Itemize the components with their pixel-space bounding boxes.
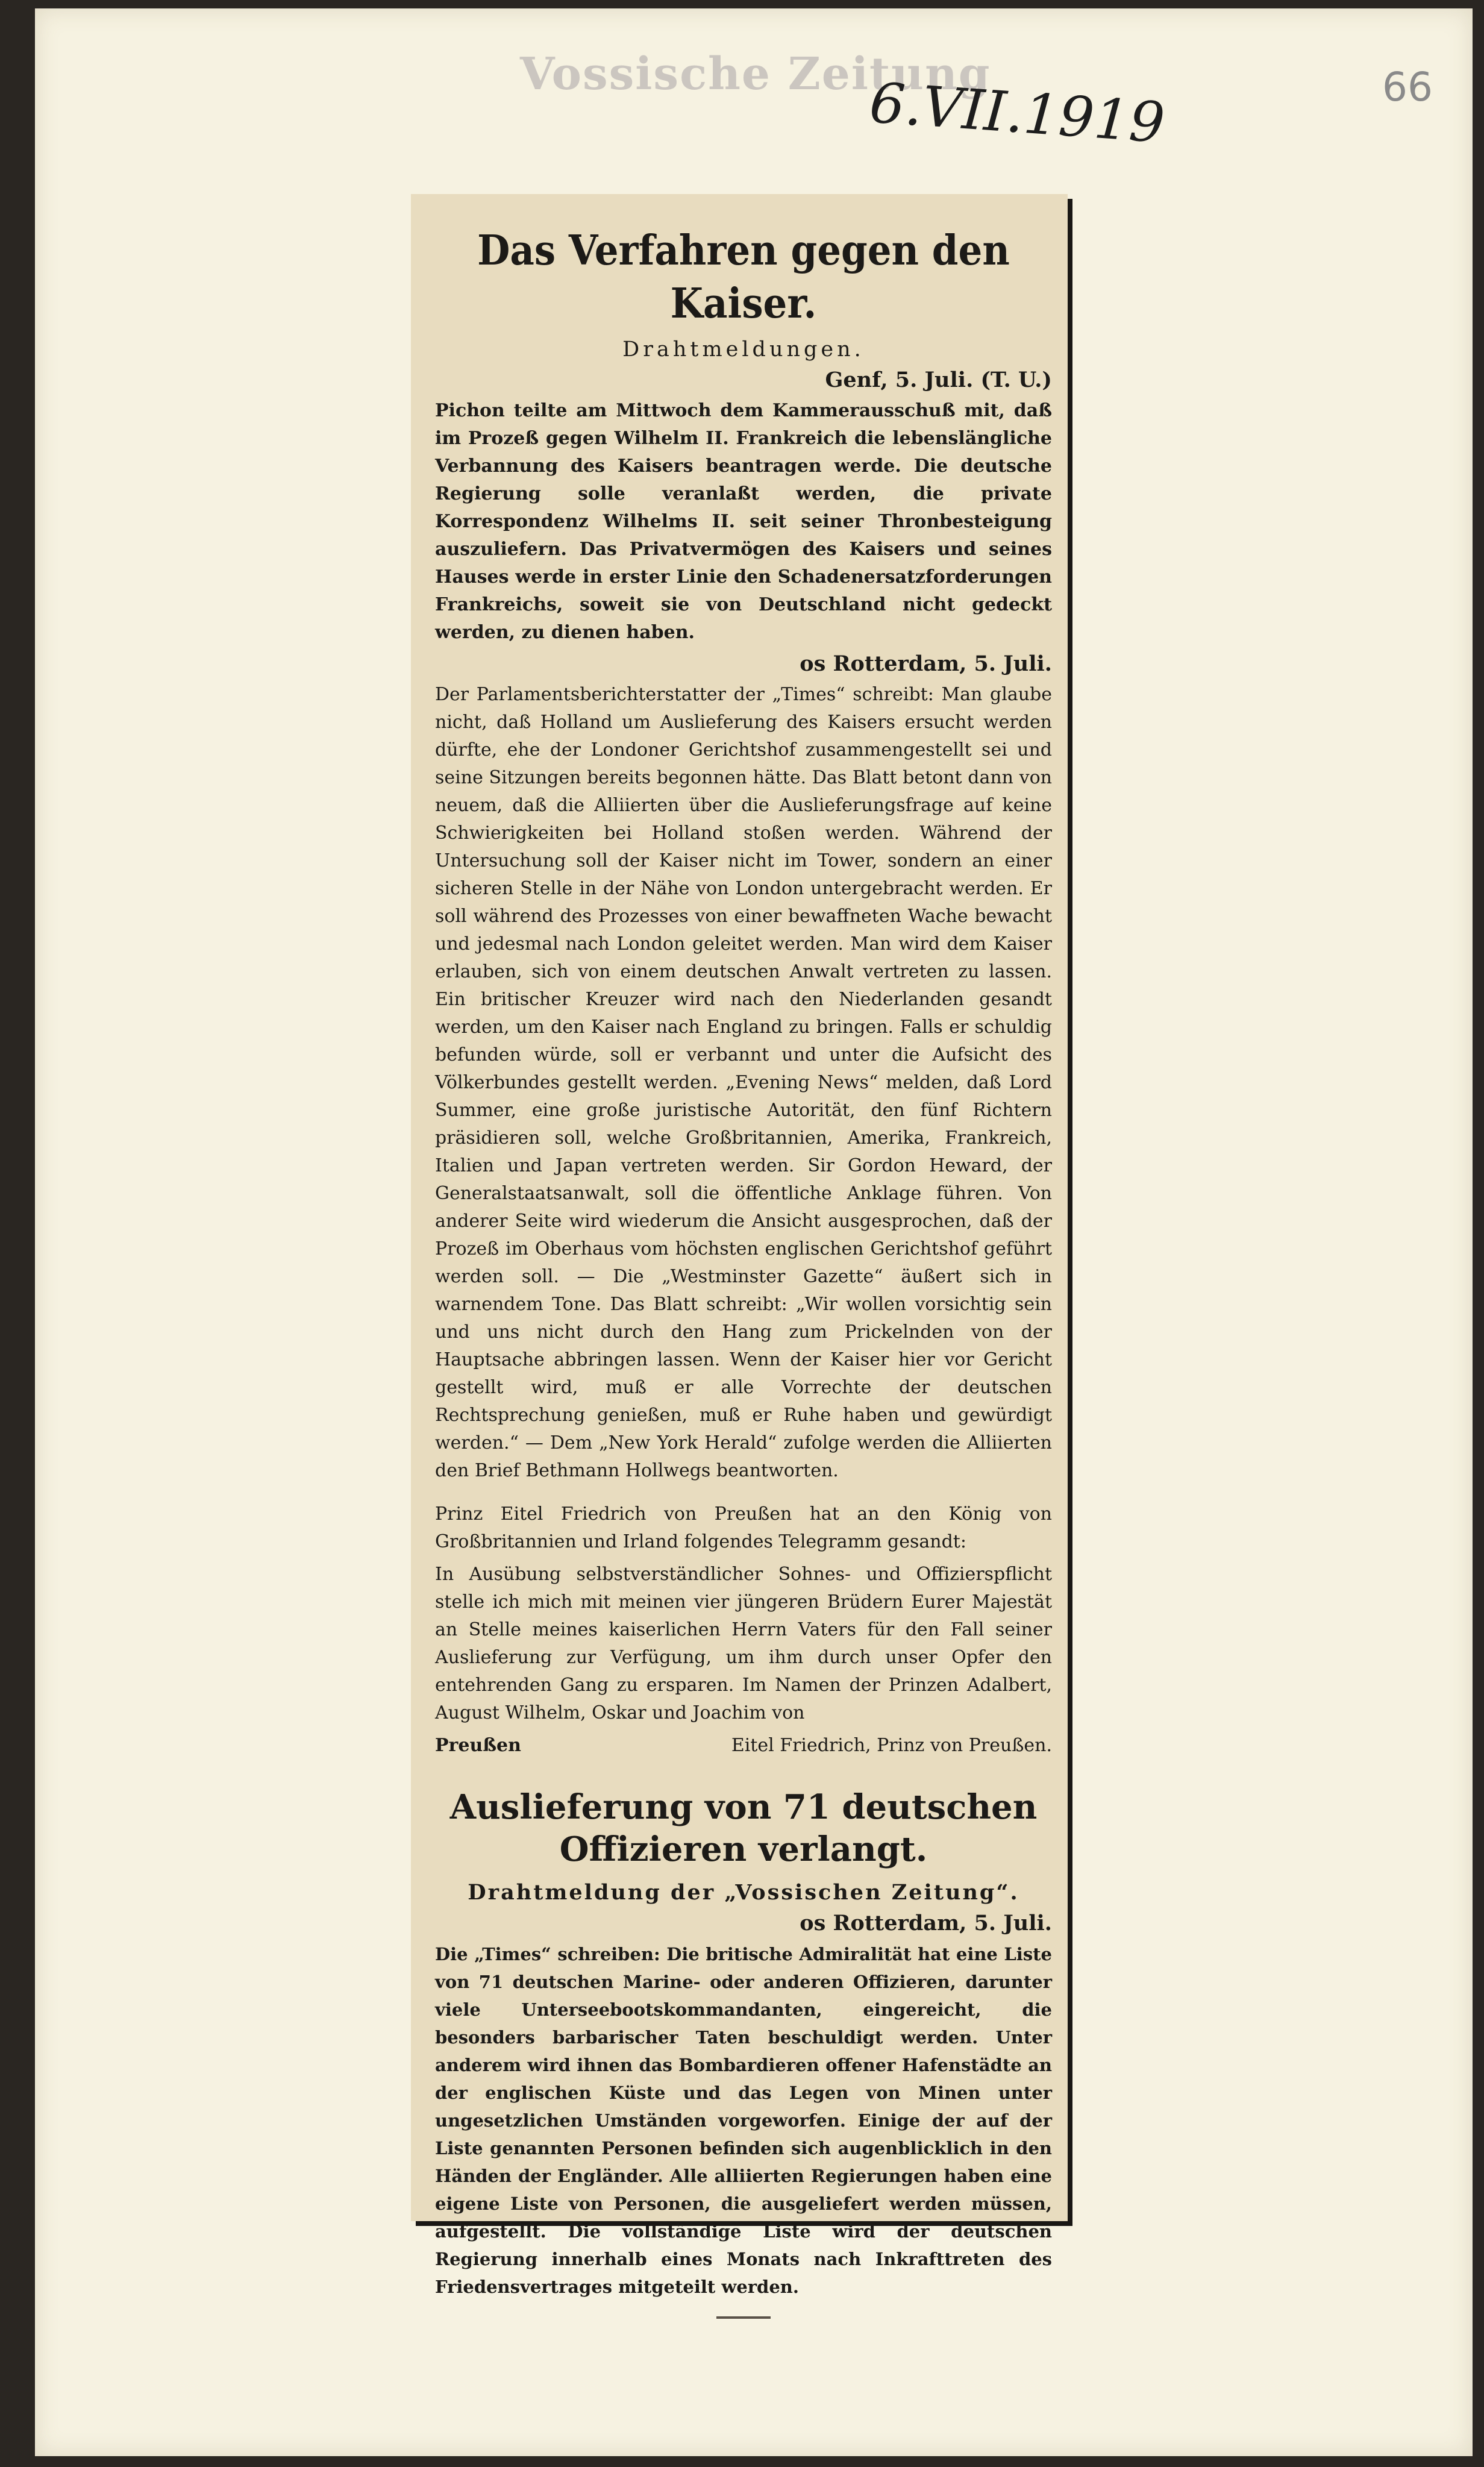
- article2-paragraph-1: Die „Times“ schreiben: Die britische Admiralität hat eine Liste von 71 deutschen Marine- oder anderen Offizieren, darunter viele Unterseebootskommandanten, eingereicht, die besonders barbarischer Taten beschuldigt werden. Unter anderem wird ihnen das Bombardieren offener Hafenstädte an der englischen Küste und das Legen von Minen unter ungesetzlichen Umständen vorgeworfen. Einige der auf der Liste genannten Personen befinden sich augenblicklich in den Händen der Engländer. Alle alliierten Regierungen haben eine eigene Liste von Personen, die ausgeliefert werden müssen, aufgestellt. Die vollständige Liste wird der deutschen Regierung innerhalb eines Monats nach Inkrafttreten des Friedensvertrages mitgeteilt werden.: [435, 1944, 1052, 2297]
- signature-left: Preußen: [435, 1735, 521, 1756]
- handwritten-date: 6.VII.1919: [867, 71, 1167, 155]
- article2-headline: Auslieferung von 71 deutschen Offizieren verlangt.: [449, 1787, 1038, 1869]
- article1-paragraph-2: Der Parlamentsberichterstatter der „Times“ schreibt: Man glaube nicht, daß Holland um Auslieferung des Kaisers ersucht werden dürfte, ehe der Londoner Gerichtshof zusammengestellt sei und seine Sitzungen bereits begonnen hätte. Das Blatt betont dann von neuem, daß die Alliierten über die Auslieferungsfrage auf keine Schwierigkeiten bei Holland stoßen werden. Während der Untersuchung soll der Kaiser nicht im Tower, sondern an einer sicheren Stelle in der Nähe von London untergebracht werden. Er soll während des Prozesses von einer bewaffneten Wache bewacht und jedesmal nach London geleitet werden. Man wird dem Kaiser erlauben, sich von einem deutschen Anwalt vertreten zu lassen. Ein britischer Kreuzer wird nach den Niederlanden gesandt werden, um den Kaiser nach England zu bringen. Falls er schuldig befunden würde, soll er verbannt und unter die Aufsicht des Völkerbundes gestellt werden. „Evening News“ melden, daß Lord Summer, eine große juristische Autorität, den fünf Richtern präsidieren soll, welche Großbritannien, Amerika, Frankreich, Italien und Japan vertreten werden. Sir Gordon Heward, der Generalstaatsanwalt, soll die öffentliche Anklage führen. Von anderer Seite wird wiederum die Ansicht ausgesprochen, daß der Prozeß im Oberhaus vom höchsten englischen Gerichtshof geführt werden soll. — Die „Westminster Gazette“ äußert sich in warnendem Tone. Das Blatt schreibt: „Wir wollen vorsichtig sein und uns nicht durch den Hang zum Prickelnden von der Hauptsache abbringen lassen. Wenn der Kaiser hier vor Gericht gestellt wird, muß er alle Vorrechte der deutschen Rechtsprechung genießen, muß er Ruhe haben und gewürdigt werden.“ — Dem „New York Herald“ zufolge werden die Alliierten den Brief Bethmann Hollwegs beantworten.: [435, 684, 1052, 1481]
- article2-subhead: Drahtmeldung der „Vossischen Zeitung“.: [468, 1880, 1019, 1905]
- signature-right: Eitel Friedrich, Prinz von Preußen.: [731, 1735, 1052, 1756]
- newspaper-clipping: [411, 194, 1068, 2297]
- page-number: 66: [1382, 64, 1433, 110]
- article1-paragraph-4: In Ausübung selbstverständlicher Sohnes- und Offizierspflicht stelle ich mich mit meinen vier jüngeren Brüdern Eurer Majestät an Stelle meines kaiserlichen Herrn Vaters für den Fall seiner Auslieferung zur Verfügung, um ihm durch unser Opfer den entehrenden Gang zu ersparen. Im Namen der Prinzen Adalbert, August Wilhelm, Oskar und Joachim von: [435, 1564, 1052, 1723]
- telegram-signature: [435, 1732, 1052, 1760]
- article1-dateline-rotterdam: os Rotterdam, 5. Juli.: [800, 651, 1052, 676]
- article1-subhead: Drahtmeldungen.: [622, 337, 865, 362]
- article1-headline: Das Verfahren gegen den Kaiser.: [477, 227, 1010, 328]
- article1-paragraph-3: Prinz Eitel Friedrich von Preußen hat an den König von Großbritannien und Irland folgendes Telegramm gesandt:: [435, 1503, 1052, 1552]
- article1-paragraph-1: Pichon teilte am Mittwoch dem Kammerausschuß mit, daß im Prozeß gegen Wilhelm II. Frankreich die lebenslängliche Verbannung des Kaisers beantragen werde. Die deutsche Regierung solle veranlaßt werden, die private Korrespondenz Wilhelms II. seit seiner Thronbesteigung auszuliefern. Das Privatvermögen des Kaisers und seines Hauses werde in erster Linie den Schadenersatzforderungen Frankreichs, soweit sie von Deutschland nicht gedeckt werden, zu dienen haben.: [435, 400, 1052, 643]
- article2-dateline: os Rotterdam, 5. Juli.: [800, 1911, 1052, 1936]
- closing-rule: [716, 2316, 771, 2319]
- article1-dateline-geneva: Genf, 5. Juli. (T. U.): [825, 368, 1052, 392]
- newspaper-stamp: Vossische Zeitung: [520, 48, 991, 100]
